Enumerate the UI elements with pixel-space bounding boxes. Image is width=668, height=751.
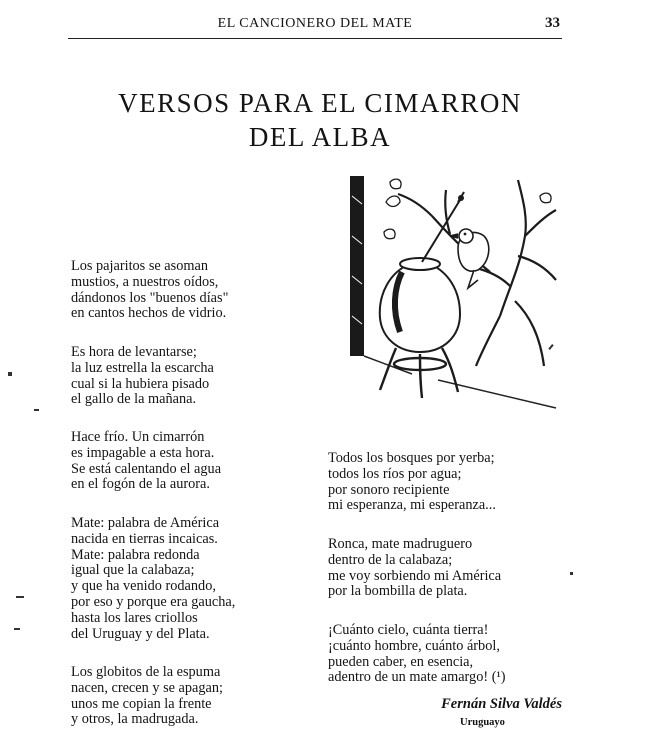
stanza-2: Es hora de levantarse; la luz estrella la escarcha cual si la hubiera pisado el gallo de la mañana.: [71, 344, 214, 408]
poem-title: [70, 86, 570, 154]
author-country: Uruguayo: [460, 717, 505, 728]
stanza-6: Todos los bosques por yerba; todos los ríos por agua; por sonoro recipiente mi esperanza, mi esperanza...: [328, 450, 496, 514]
stanza-7: Ronca, mate madruguero dentro de la calabaza; me voy sorbiendo mi América por la bombilla de plata.: [328, 536, 502, 600]
stanza-8: ¡Cuánto cielo, cuánta tierra! ¡cuánto hombre, cuánto árbol, pueden caber, en esencia, adentro de un mate amargo! (¹): [328, 622, 506, 686]
author-name: Fernán Silva Valdés: [441, 696, 562, 712]
poem-title-line-2: DEL ALBA: [248, 122, 392, 152]
mate-bird-illustration: [350, 176, 560, 412]
mate-stand: [380, 348, 458, 398]
mate-gourd: [380, 258, 460, 352]
margin-speck: [16, 596, 24, 598]
margin-speck: [570, 572, 573, 575]
margin-speck: [14, 628, 20, 630]
margin-speck: [8, 372, 12, 376]
illustration-border-strip: [350, 176, 364, 356]
stanza-3: Hace frío. Un cimarrón es impagable a esta hora. Se está calentando el agua en el fogón de la aurora.: [71, 429, 222, 493]
running-header: [68, 14, 562, 39]
margin-speck: [34, 409, 39, 411]
page-number: 33: [545, 15, 560, 31]
stanza-4: Mate: palabra de América nacida en tierras incaicas. Mate: palabra redonda igual que la calabaza; y que ha venido rodando, por eso y porque era gaucha, hasta los lares criollos del Uruguay y del Plata.: [71, 515, 236, 642]
running-title: EL CANCIONERO DEL MATE: [217, 16, 413, 31]
bird: [450, 229, 489, 288]
poem-title-line-1: VERSOS PARA EL CIMARRON: [118, 88, 522, 118]
stanza-5: Los globitos de la espuma nacen, crecen y se apagan; unos me copian la frente y otros, la madrugada.: [71, 664, 224, 728]
bird-eye: [464, 233, 467, 236]
stanza-1: Los pajaritos se asoman mustios, a nuestros oídos, dándonos los "buenos días" en cantos hechos de vidrio.: [71, 258, 229, 322]
